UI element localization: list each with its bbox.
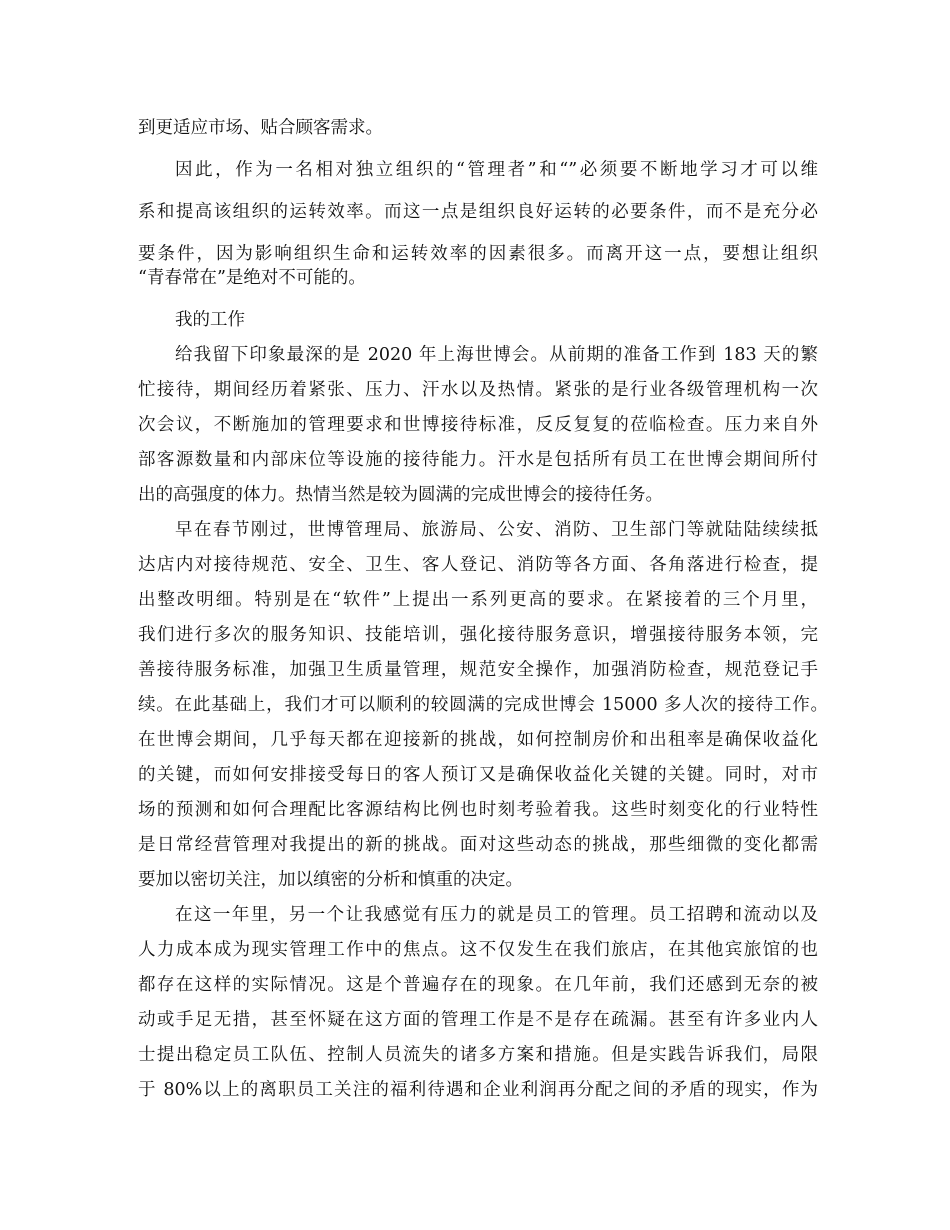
text-line: 忙接待，期间经历着紧张、压力、汗水以及热情。紧张的是行业各级管理机构一次: [138, 380, 818, 400]
text-line: 早在春节刚过，世博管理局、旅游局、公安、消防、卫生部门等就陆陆续续抵: [175, 520, 818, 540]
text-line: 部客源数量和内部床位等设施的接待能力。汗水是包括所有员工在世博会期间所付: [138, 450, 818, 470]
text-line: 士提出稳定员工队伍、控制人员流失的诸多方案和措施。但是实践告诉我们，局限: [138, 1045, 818, 1065]
text-line: 给我留下印象最深的是 2020 年上海世博会。从前期的准备工作到 183 天的繁: [175, 345, 818, 365]
text-line: 善接待服务标准，加强卫生质量管理，规范安全操作，加强消防检查，规范登记手: [138, 660, 818, 680]
text-line: 场的预测和如何合理配比客源结构比例也时刻考验着我。这些时刻变化的行业特性: [138, 800, 818, 820]
text-line: 动或手足无措，甚至怀疑在这方面的管理工作是不是存在疏漏。甚至有许多业内人: [138, 1010, 818, 1030]
text-line: 到更适应市场、贴合顾客需求。: [138, 118, 383, 138]
text-line: 是日常经营管理对我提出的新的挑战。面对这些动态的挑战，那些细微的变化都需: [138, 835, 818, 855]
text-line: 我们进行多次的服务知识、技能培训，强化接待服务意识，增强接待服务本领，完: [138, 625, 818, 645]
text-line: 次会议，不断施加的管理要求和世博接待标准，反反复复的莅临检查。压力来自外: [138, 415, 818, 435]
text-line: 出的高强度的体力。热情当然是较为圆满的完成世博会的接待任务。: [138, 485, 663, 505]
text-line: 人力成本成为现实管理工作中的焦点。这不仅发生在我们旅店，在其他宾旅馆的也: [138, 940, 818, 960]
text-line: 要条件，因为影响组织生命和运转效率的因素很多。而离开这一点，要想让组织: [138, 244, 818, 264]
text-line: 达店内对接待规范、安全、卫生、客人登记、消防等各方面、各角落进行检查，提: [138, 555, 818, 575]
text-line: 在这一年里，另一个让我感觉有压力的就是员工的管理。员工招聘和流动以及: [175, 905, 818, 925]
text-line: 续。在此基础上，我们才可以顺利的较圆满的完成世博会 15000 多人次的接待工作。: [138, 695, 828, 715]
text-line: 因此，作为一名相对独立组织的“管理者”和“”必须要不断地学习才可以维: [175, 160, 818, 180]
section-heading: 我的工作: [175, 310, 245, 330]
text-line: 系和提高该组织的运转效率。而这一点是组织良好运转的必要条件，而不是充分必: [138, 202, 818, 222]
text-line: 出整改明细。特别是在“软件”上提出一系列更高的要求。在紧接着的三个月里，: [138, 590, 818, 610]
text-line: 都存在这样的实际情况。这是个普遍存在的现象。在几年前，我们还感到无奈的被: [138, 975, 818, 995]
text-line: 的关键，而如何安排接受每日的客人预订又是确保收益化关键的关键。同时，对市: [138, 765, 818, 785]
text-line: 在世博会期间，几乎每天都在迎接新的挑战，如何控制房价和出租率是确保收益化: [138, 730, 818, 750]
text-line: 要加以密切关注，加以缜密的分析和慎重的决定。: [138, 870, 523, 890]
text-line: 于 80%以上的离职员工关注的福利待遇和企业利润再分配之间的矛盾的现实，作为: [138, 1080, 818, 1100]
text-line: “青春常在”是绝对不可能的。: [138, 268, 366, 288]
